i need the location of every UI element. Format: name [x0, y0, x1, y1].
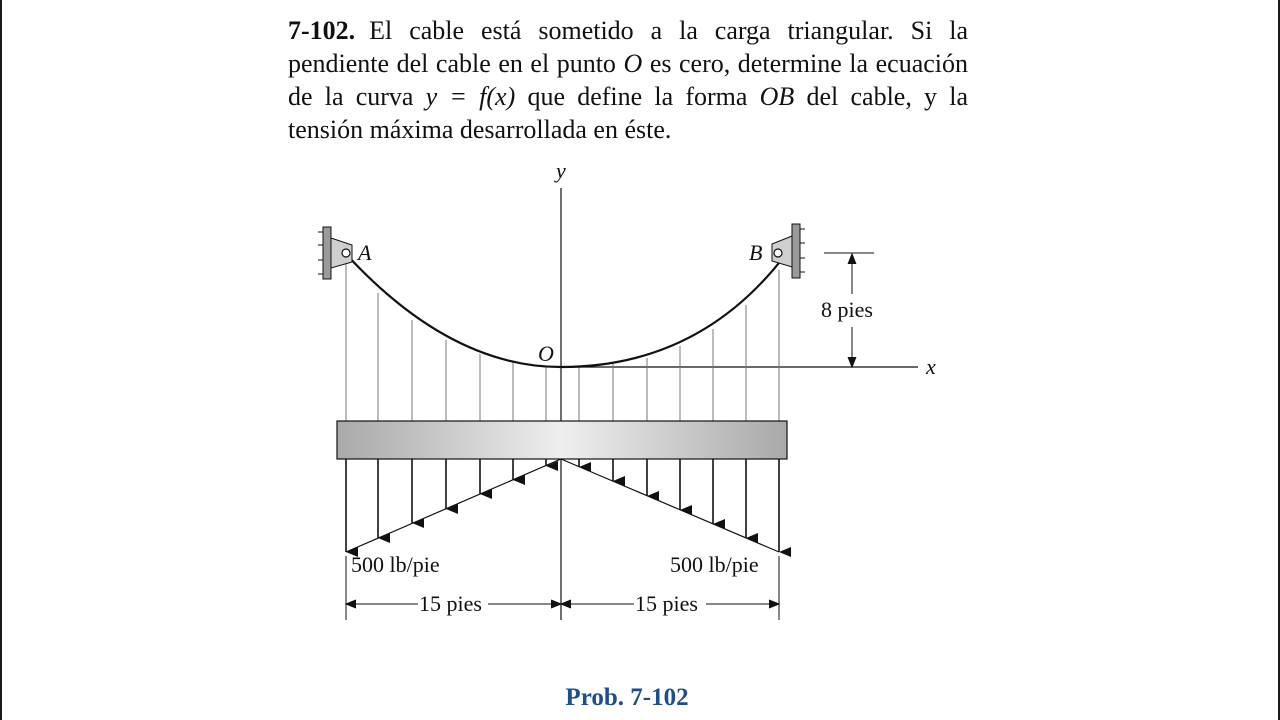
support-b	[772, 224, 805, 278]
load-left-label: 500 lb/pie	[351, 552, 440, 577]
span-right-label: 15 pies	[635, 591, 698, 616]
x-axis-label: x	[926, 354, 936, 379]
problem-line-1: El cable está sometido a la carga triangular. Si	[369, 16, 933, 45]
problem-line-4: cable, y la tensión máxima desarrollada en éste.	[288, 82, 969, 144]
point-a-label: A	[358, 240, 372, 265]
support-a	[318, 227, 352, 279]
problem-line-2b: es cero, determine la	[642, 49, 869, 78]
load-arrows	[346, 459, 779, 552]
point-o-reference: O	[623, 49, 643, 78]
problem-line-3b: que define la forma	[515, 82, 760, 111]
problem-number: 7-102.	[288, 16, 356, 45]
problem-line-3c: del	[794, 82, 839, 111]
load-triangle	[346, 459, 779, 552]
segment-ob-reference: OB	[759, 82, 795, 111]
span-left-label: 15 pies	[419, 591, 482, 616]
height-label: 8 pies	[821, 297, 873, 322]
load-right-label: 500 lb/pie	[670, 552, 759, 577]
problem-line-2a: la pendiente del cable en el punto	[288, 16, 968, 78]
hanger-lines	[346, 254, 779, 422]
point-o-label: O	[538, 341, 554, 366]
point-b-label: B	[749, 240, 763, 265]
y-axis-label: y	[556, 158, 566, 183]
curve-equation: y = f(x)	[425, 82, 516, 111]
problem-line-3a: ecuación de la curva	[288, 49, 968, 111]
figure-caption: Prob. 7-102	[565, 684, 689, 711]
load-bar	[337, 421, 787, 459]
